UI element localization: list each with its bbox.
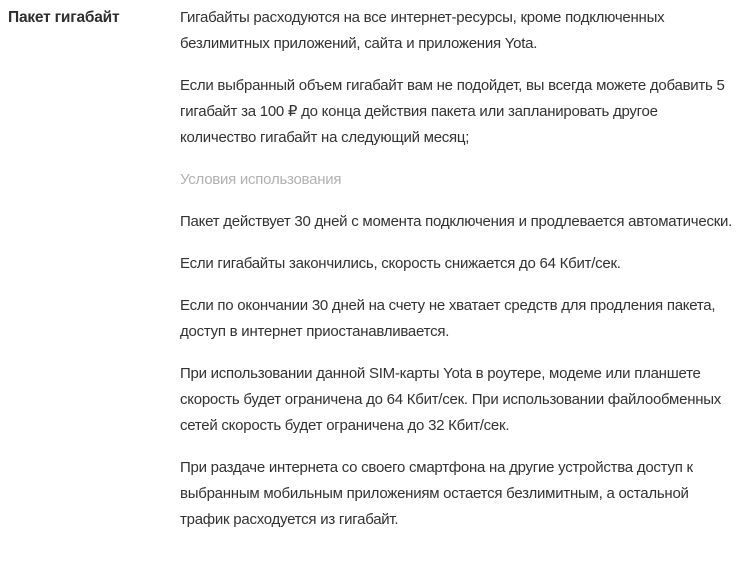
paragraph-speed-after-limit: Если гигабайты закончились, скорость снижается до 64 Кбит/сек. (180, 255, 621, 272)
paragraph-add-gigabytes: Если выбранный объем гигабайт вам не подойдет, вы всегда можете добавить 5 гигабайт за 100 ₽ до конца действия пакета или запланировать другое количество гигабайт на следующий месяц; (180, 77, 725, 146)
section-content-column (180, 5, 736, 549)
paragraph-gigabytes-usage: Гигабайты расходуются на все интернет-ресурсы, кроме подключенных безлимитных приложений, сайта и приложения Yota. (180, 9, 665, 52)
paragraph-sim-in-router-speed: При использовании данной SIM-карты Yota в роутере, модеме или планшете скорость будет ограничена до 64 Кбит/сек. При использовании файлообменных сетей скорость будет ограничена до 32 Кбит/сек. (180, 365, 722, 434)
paragraph-package-duration: Пакет действует 30 дней с момента подключения и продлевается автоматически. (180, 213, 733, 230)
paragraph-insufficient-funds: Если по окончании 30 дней на счету не хватает средств для продления пакета, доступ в интернет приостанавливается. (180, 297, 716, 340)
section-title: Пакет гигабайт (8, 9, 120, 26)
section-label-column (8, 5, 180, 31)
paragraph-tethering-traffic: При раздаче интернета со своего смартфона на другие устройства доступ к выбранным мобильным приложениям остается безлимитным, а остальной трафик расходуется из гигабайт. (180, 459, 693, 528)
subheading-usage-terms: Условия использования (180, 171, 342, 188)
